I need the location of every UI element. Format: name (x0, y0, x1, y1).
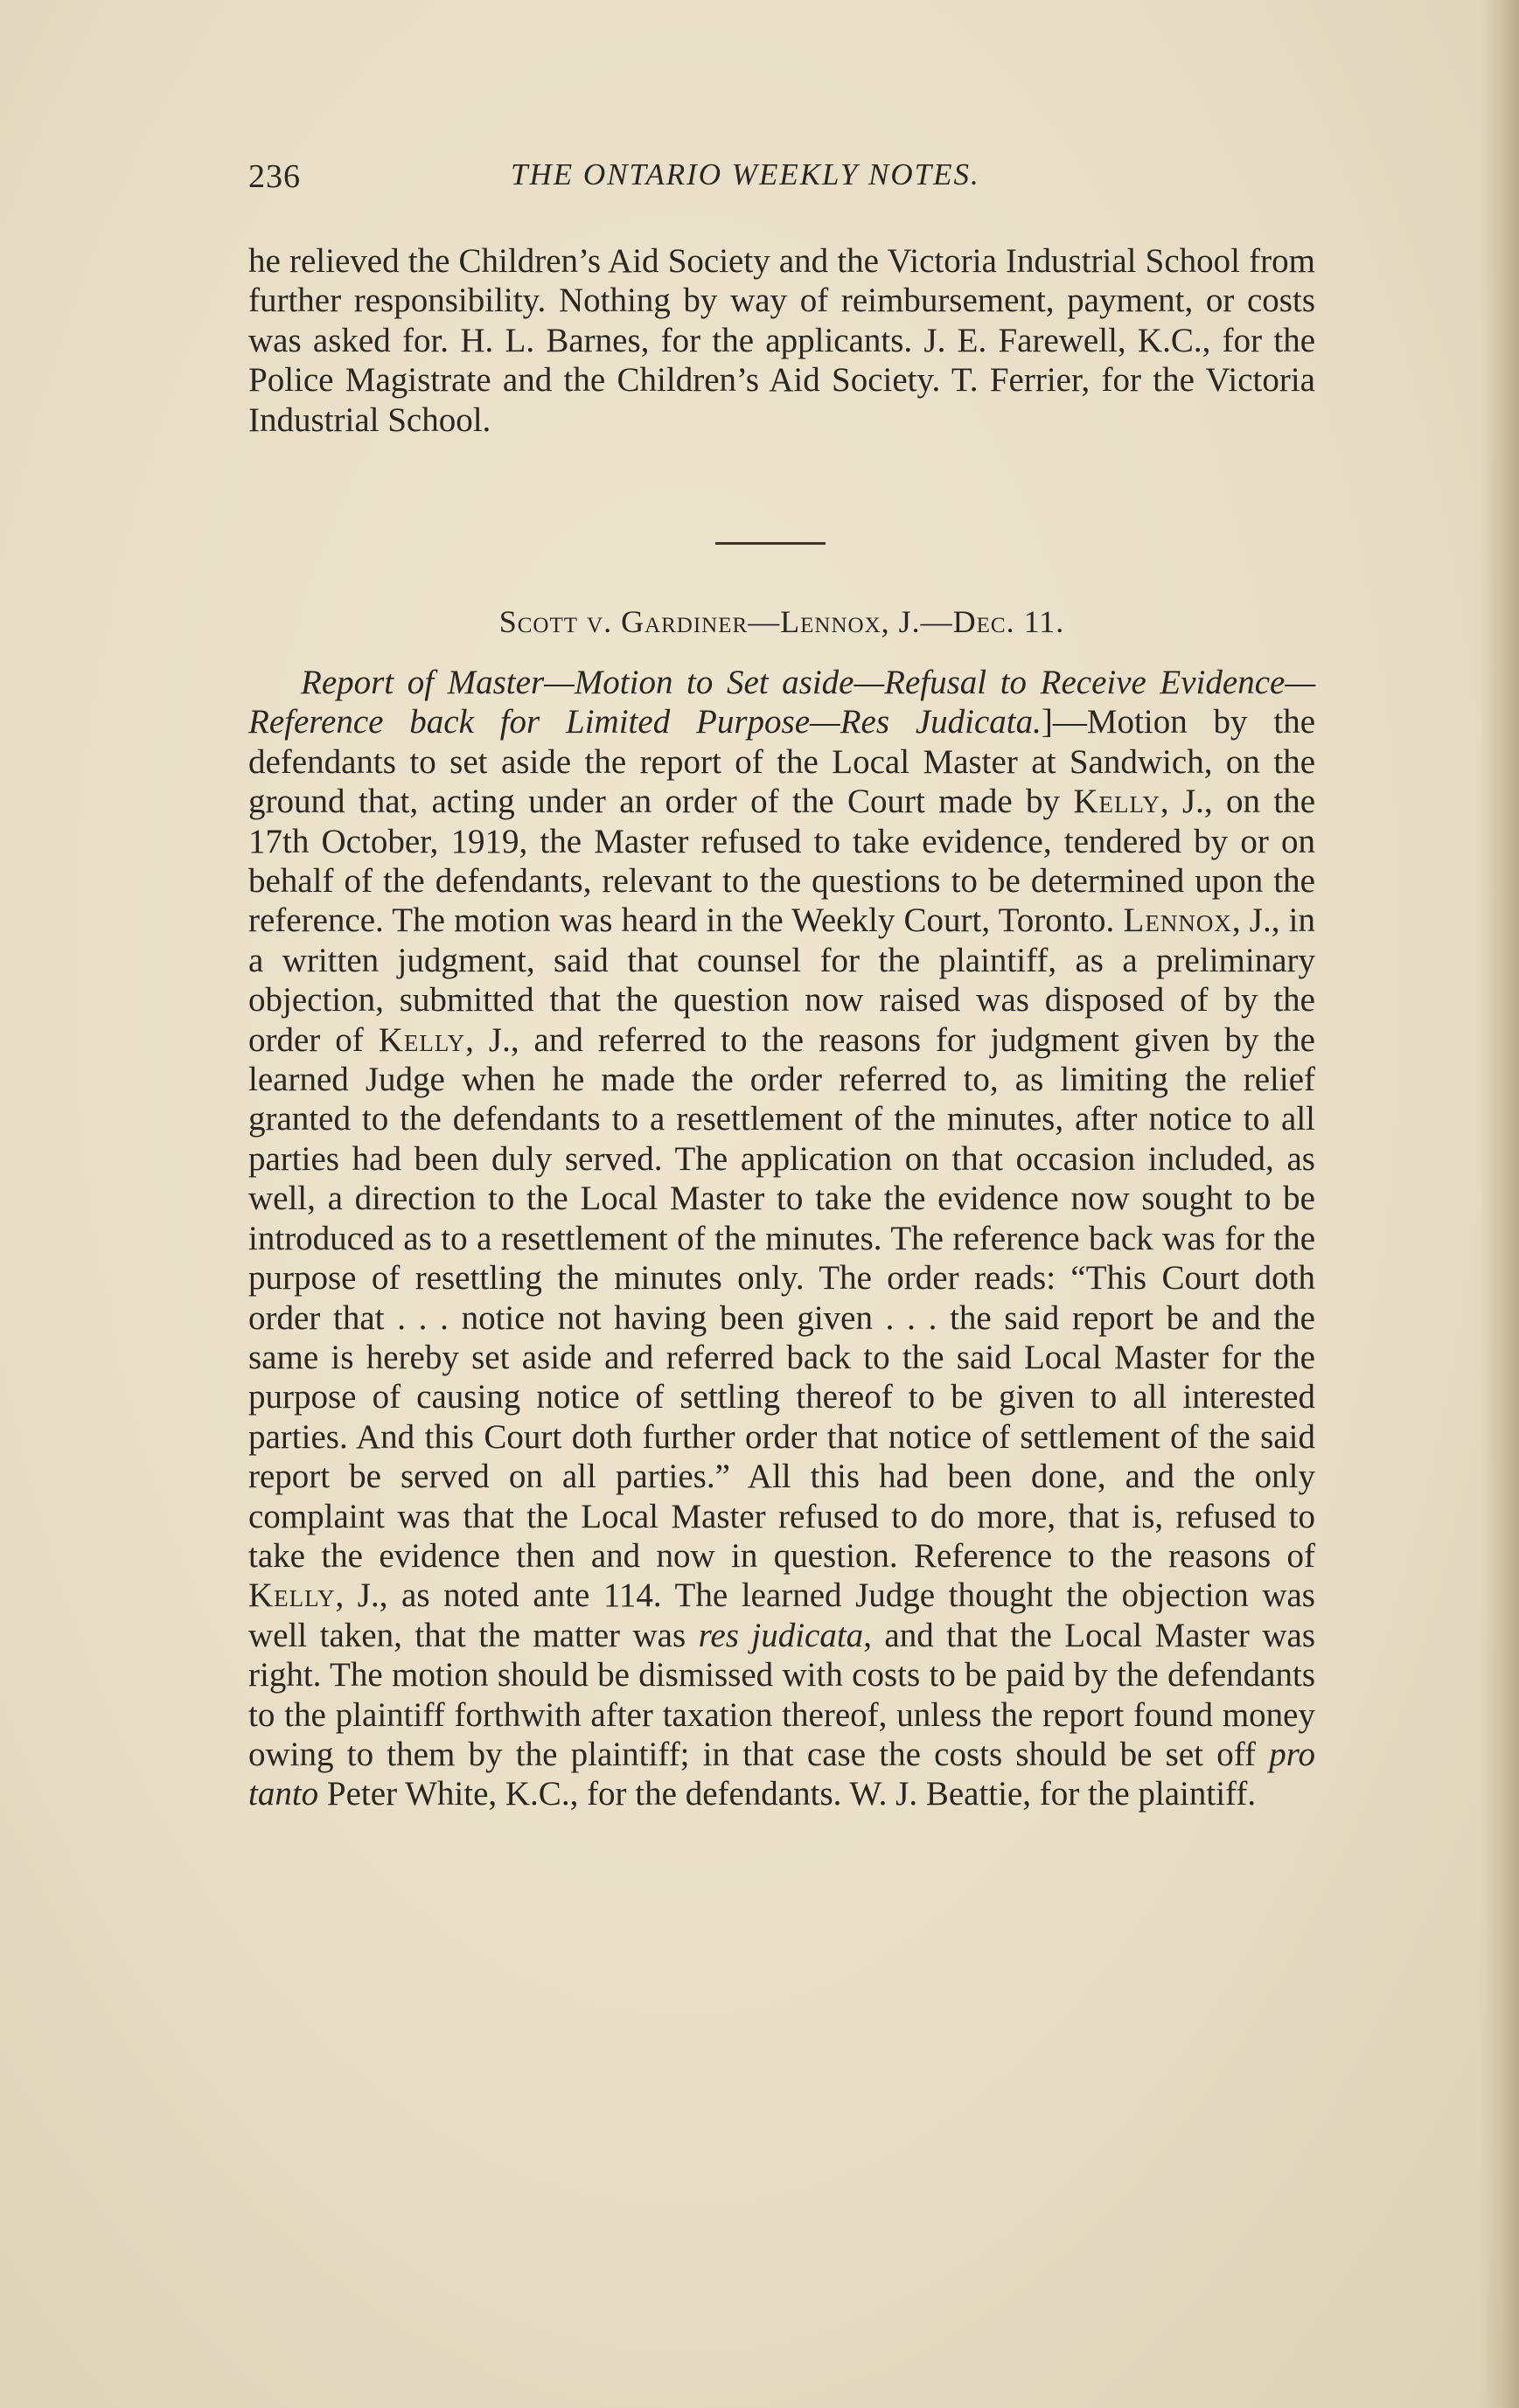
report-text-1: ]—Motion by the defendants to set aside the report of the Local Master at Sandwich, on the ground that, acting under an order of the Court made by (248, 703, 1315, 821)
report-text-7: Peter White, K.C., for the defendants. W. J. Beattie, for the plaintiff. (318, 1775, 1257, 1813)
report-text-6: , and that the Local Master was right. The motion should be dismissed with costs to be paid by the defendants to the plaintiff forthwith after taxation thereof, unless the report found money owing to them by the plaintiff; in that case the costs should be set off (248, 1616, 1316, 1773)
paragraph-continuation: he relieved the Children’s Aid Society and the Victoria Industrial School from further responsibility. Nothing by way of reimbursement, payment, or costs was asked for. H. L. Barnes, for the applicants. J. E. Farewell, K.C., for the Police Magistrate and the Children’s Aid Society. T. Ferrier, for the Victoria Industrial School. (248, 242, 1315, 439)
judge-name: Lennox (1123, 901, 1232, 940)
case-title: Scott v. Gardiner—Lennox, J.—Dec. 11. (498, 604, 1065, 639)
running-head: THE ONTARIO WEEKLY NOTES. (511, 157, 980, 191)
report-text-3: , J., in a written judgment, said that counsel for the plaintiff, as a preliminary objection, submitted that the question now raised was disposed of by the order of (248, 901, 1315, 1059)
judge-name: Kelly (378, 1020, 466, 1059)
headnote: Report of Master—Motion to Set aside—Refusal to Receive Evidence—Reference back for Limited Purpose—Res Judicata. (248, 664, 1315, 741)
report-text-4: , J., and referred to the reasons for judgment given by the learned Judge when he made the order referred to, as limiting the relief granted to the defendants to a resettlement of the minutes, after notice to all parties had been duly served. The application on that occasion included, as well, a direction to the Local Master to take the evidence now sought to be introduced as to a resettlement of the minutes. The reference back was for the purpose of resettling the minutes only. The order reads: “This Court doth order that . . . notice not having been given . . . the said report be and the same is hereby set aside and referred back to the said Local Master for the purpose of causing notice of settling thereof to be given to all interested parties. And this Court doth further order that notice of settlement of the said report be served on all parties.” All this had been done, and the only complaint was that the Local Master refused to do more, that is, refused to take the evidence then and now in question. Reference to the reasons of (248, 1020, 1315, 1575)
section-divider (715, 542, 826, 545)
page-number: 236 (248, 158, 301, 195)
judge-name: Kelly (248, 1576, 336, 1615)
latin-term: pro tanto (248, 1735, 1315, 1813)
report-text-2: , J., on the 17th October, 1919, the Master refused to take evidence, tendered by or on behalf of the defendants, relevant to the questions to be determined upon the reference. The motion was heard in the Weekly Court, Toronto. (248, 783, 1316, 940)
page-header (248, 157, 1315, 210)
report-text-5: , J., as noted ante 114. The learned Judge thought the objection was well taken, that the matter was (248, 1576, 1315, 1654)
latin-term: res judicata (698, 1616, 864, 1654)
judge-name: Kelly (1073, 783, 1160, 821)
case-report-paragraph (248, 663, 1315, 1814)
